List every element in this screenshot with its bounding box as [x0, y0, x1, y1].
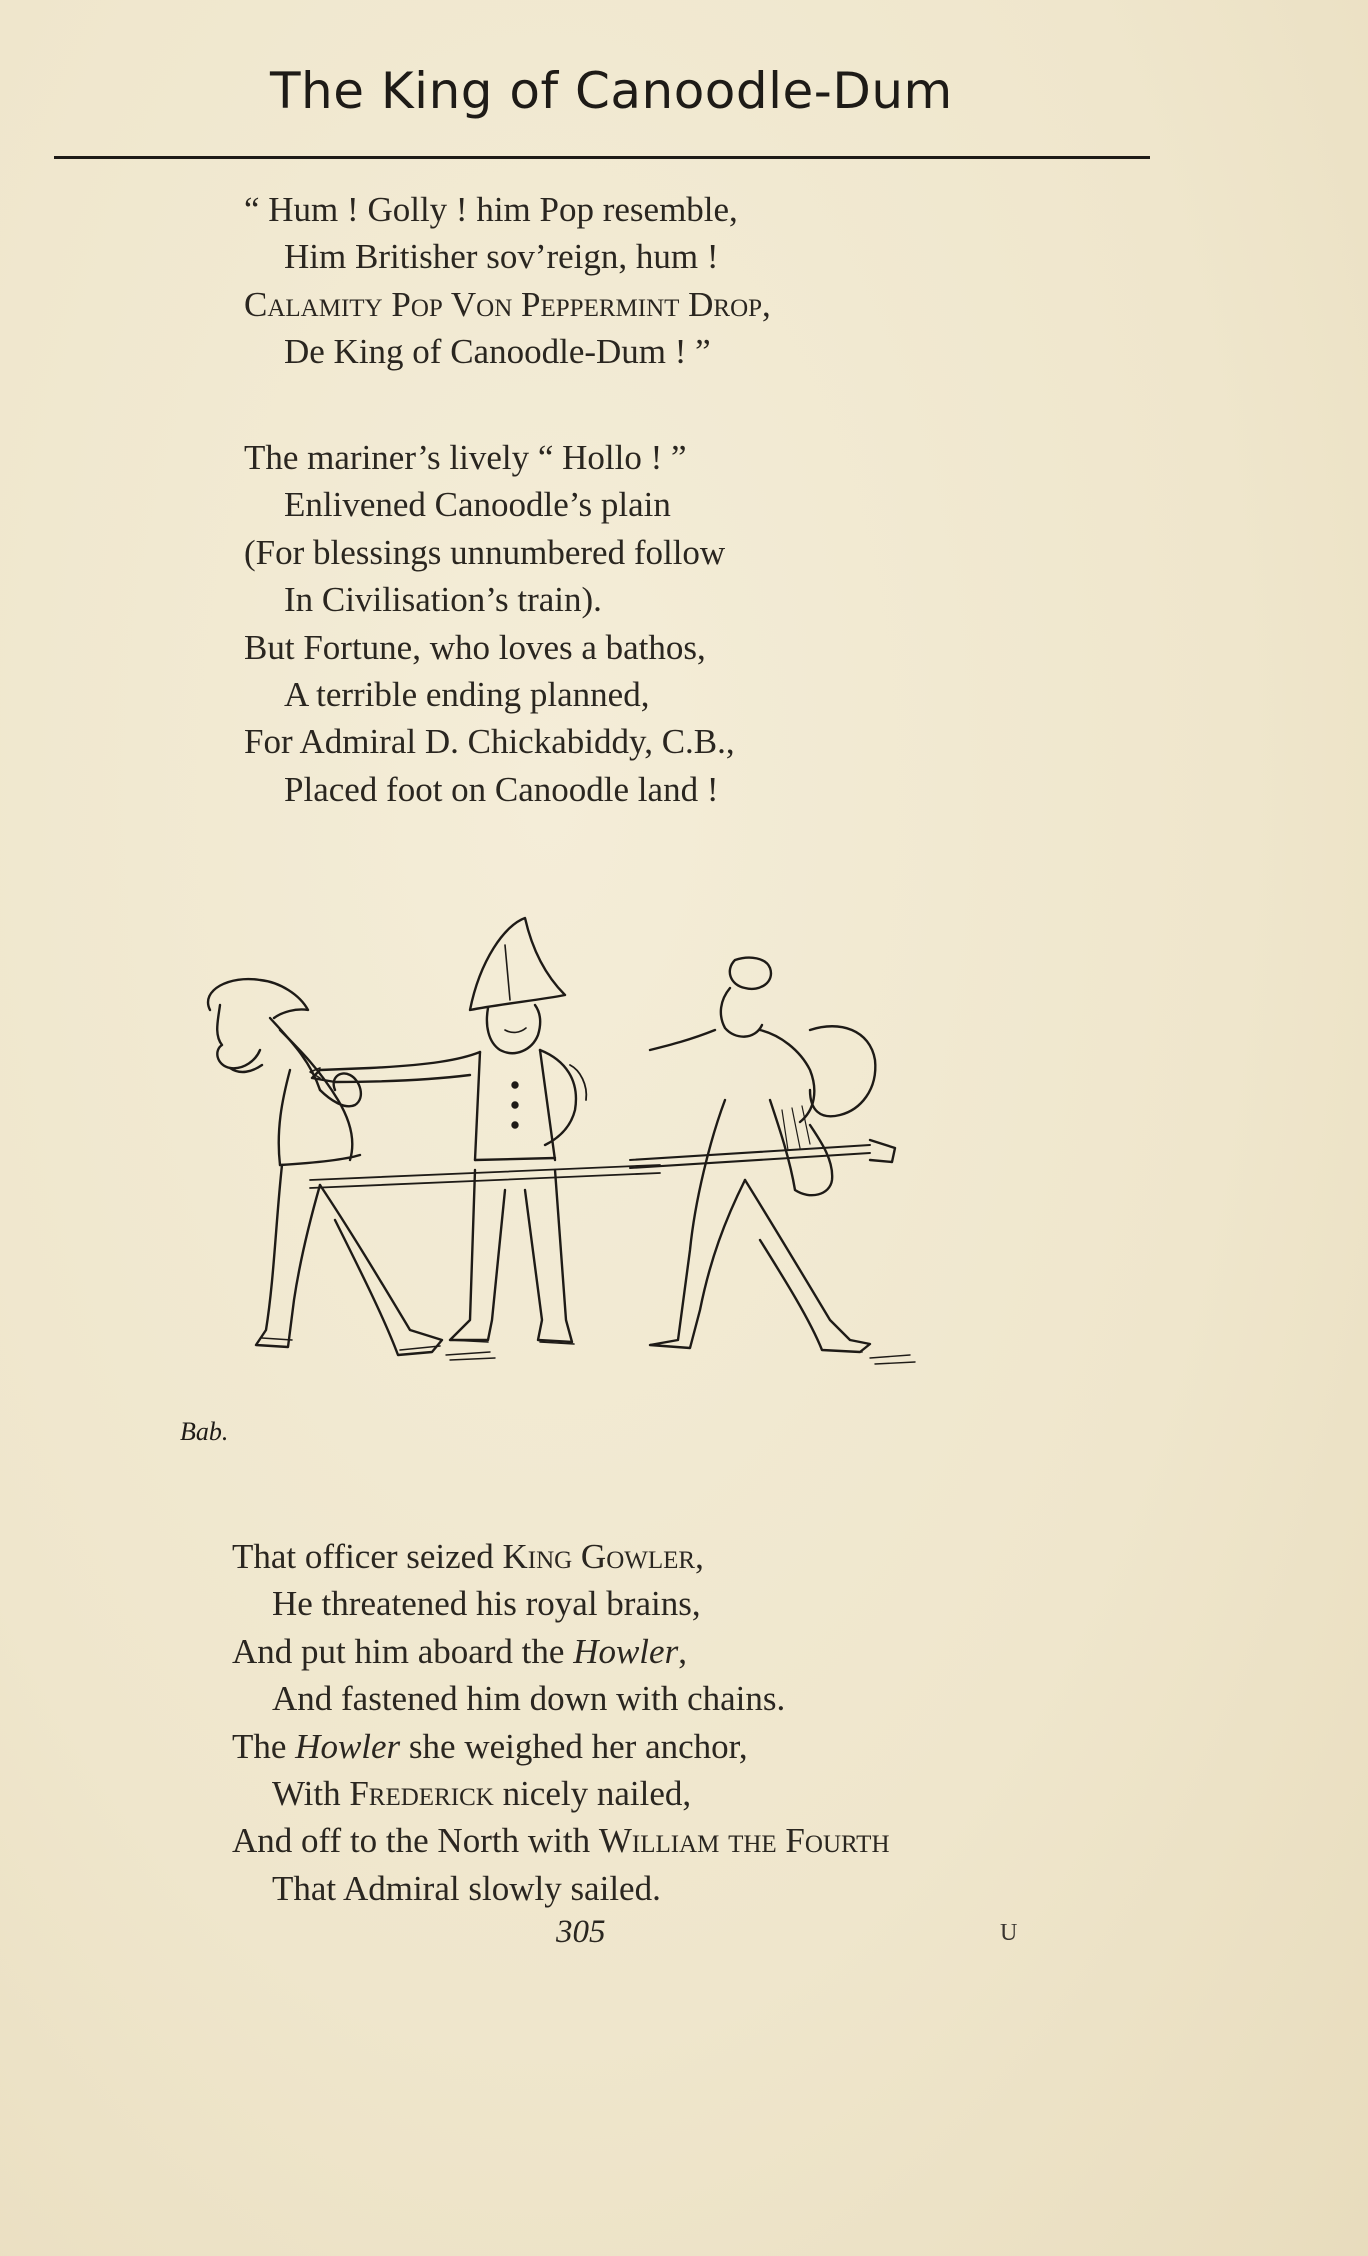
verse-line: But Fortune, who loves a bathos,: [244, 627, 706, 667]
verse-line: Him Britisher sov’reign, hum !: [284, 237, 719, 277]
verse-line: De King of Canoodle-Dum ! ”: [284, 332, 711, 372]
illustration-signature: Bab.: [180, 1417, 229, 1446]
verse-line: A terrible ending planned,: [284, 675, 650, 715]
verse-line: He threatened his royal brains,: [272, 1584, 701, 1624]
verse-line: That officer seized King Gowler,: [232, 1537, 704, 1576]
verse-line: (For blessings unnumbered follow: [244, 532, 726, 572]
stanza-3: [232, 1533, 890, 1912]
page-number: 305: [556, 1914, 606, 1950]
figure-king-gowler: [208, 979, 495, 1360]
verse-line: The mariner’s lively “ Hollo ! ”: [244, 438, 687, 477]
verse-line: Placed foot on Canoodle land !: [284, 769, 719, 809]
verse-line: For Admiral D. Chickabiddy, C.B.,: [244, 722, 735, 762]
verse-line: And fastened him down with chains.: [272, 1679, 786, 1719]
verse-line: Calamity Pop Von Peppermint Drop,: [244, 284, 771, 324]
verse-line: In Civilisation’s train).: [284, 580, 602, 620]
verse-line: And put him aboard the Howler,: [232, 1631, 687, 1671]
verse-line: That Admiral slowly sailed.: [272, 1868, 661, 1908]
stanza-1: [244, 186, 771, 376]
header-rule: [54, 156, 1150, 159]
figure-admiral-chickabiddy: [310, 918, 660, 1344]
verse-line: Enlivened Canoodle’s plain: [284, 485, 671, 525]
running-head-title: The King of Canoodle-Dum: [270, 62, 953, 120]
verse-line: “ Hum ! Golly ! him Pop resemble,: [244, 190, 738, 229]
stanza-2: [244, 434, 735, 813]
verse-line: With Frederick nicely nailed,: [272, 1774, 692, 1814]
verse-line: The Howler she weighed her anchor,: [232, 1726, 748, 1766]
figure-soldier-with-rifle: [630, 958, 915, 1364]
illustration-admiral-seizing-king: [170, 900, 1000, 1460]
signature-mark: U: [1000, 1920, 1018, 1946]
verse-line: And off to the North with William the Fourth: [232, 1821, 890, 1861]
